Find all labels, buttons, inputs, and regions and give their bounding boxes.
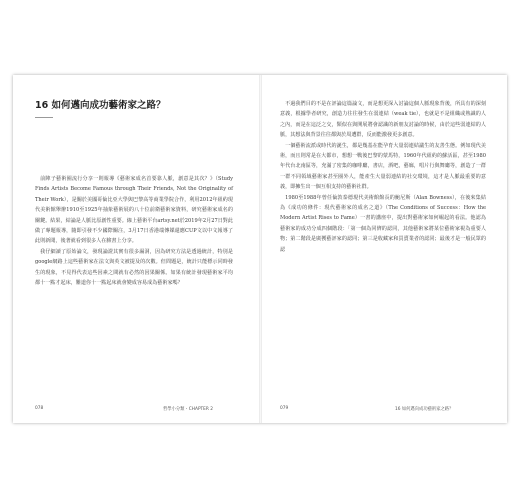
running-head: 哲學小分類・CHAPTER 2	[163, 407, 213, 412]
running-head: 16 如何邁向成功藝術家之路？	[395, 407, 454, 412]
paragraph: 我仔細讀了原始論文，發現論證其實有很多漏洞，因為研究方法是透過統計，特別是google網路上這些藝術家在法文與英文被提及的次數。但問題是，統計只能標示同時發生的現象，不見得代表這些因素之間就有必然的因果關係。如果有統計發現藝術家平均都十一點才起床，難道你十一點起床就會變成容易成為藝術家嗎？	[35, 248, 233, 287]
right-body-text	[280, 99, 486, 255]
right-page	[262, 75, 508, 423]
paragraph: 前陣子藝術圈流行分享一則報導《藝術家成名首要靠人脈，創意是其次？》（Study Finds Artists Become Famous through Their Friends, Not the Originality of Their Work），是關於美國哥倫比亞大學與巴黎高等商業學院合作，利用2012年紐約現代美術館舉辦1910至1925年抽象藝術展的八十位前衛藝術家資料，研究藝術家成名的關鍵。結果，結論是人脈比原創性重要。線上藝術平台artsy.net於2019年2月27日對此做了專題報導，隨即引發不少國際關注，3月17日香港端傳媒還應CUP文以中文報導了此則新聞，後著就看到很多人在臉書上分享。	[35, 176, 233, 245]
chapter-title: 16 如何邁向成功藝術家之路？	[35, 100, 166, 111]
book-spread	[13, 75, 507, 423]
left-body-text	[35, 174, 233, 288]
left-page	[13, 75, 259, 423]
title-rule	[35, 117, 53, 118]
page-number: 078	[35, 406, 44, 411]
paragraph: 一個藝術流派或時代的誕生，都是幾基在能孕育大量弱連結議生的友善生態。例如現代美術，而且則常是在大都市，想想一戰後巴黎的蒙馬特，1960年代紐約的蘇活區，甚至1980年代台北南區等，充滿了密集的咖啡廳，書店，酒吧，藝廊，唱片行與舞廳等，創造了一群一群不同領域藝術家甚至圈外人，能產生大量弱連結的社交環境，這才是人脈最重要的意義，即擁生出一個互相支持的藝術社群。	[280, 142, 486, 191]
paragraph: 1980至1988年曾任倫敦泰德現代美術館館長的鮑尼斯（Alan Bowness），在後來集結為《成功的條件：現代藝術家的成名之道》（The Conditions of Success：How the Modern Artist Rises to Fame）一書的講座中，提出對藝術家如何崛起的看法。他認為藝術家的成功分成四個階段：「第一個為同儕的認同，其他藝術家將某位藝術家視為重要人物；第二階段是廣獲藝評家的認同；第三是收藏家和買賣業者的認同；最後才是一般民眾的認	[280, 194, 486, 253]
page-number: 079	[280, 406, 289, 411]
paragraph: 不過我們目的不是在評論這篇論文，而是想更深入討論這個人脈現象背後，所具有的深刻意義，根據學者研究，創造力往往發生在弱連結（weak tie），也就是不是組織或熟識的人之內，而是在這泛之交，類似在與開展將會認識的新朋友討論的時候，由於這些弱連結的人脈，其想法與背景往往都與於周遭群，反而能激發更多創意。	[280, 101, 486, 139]
